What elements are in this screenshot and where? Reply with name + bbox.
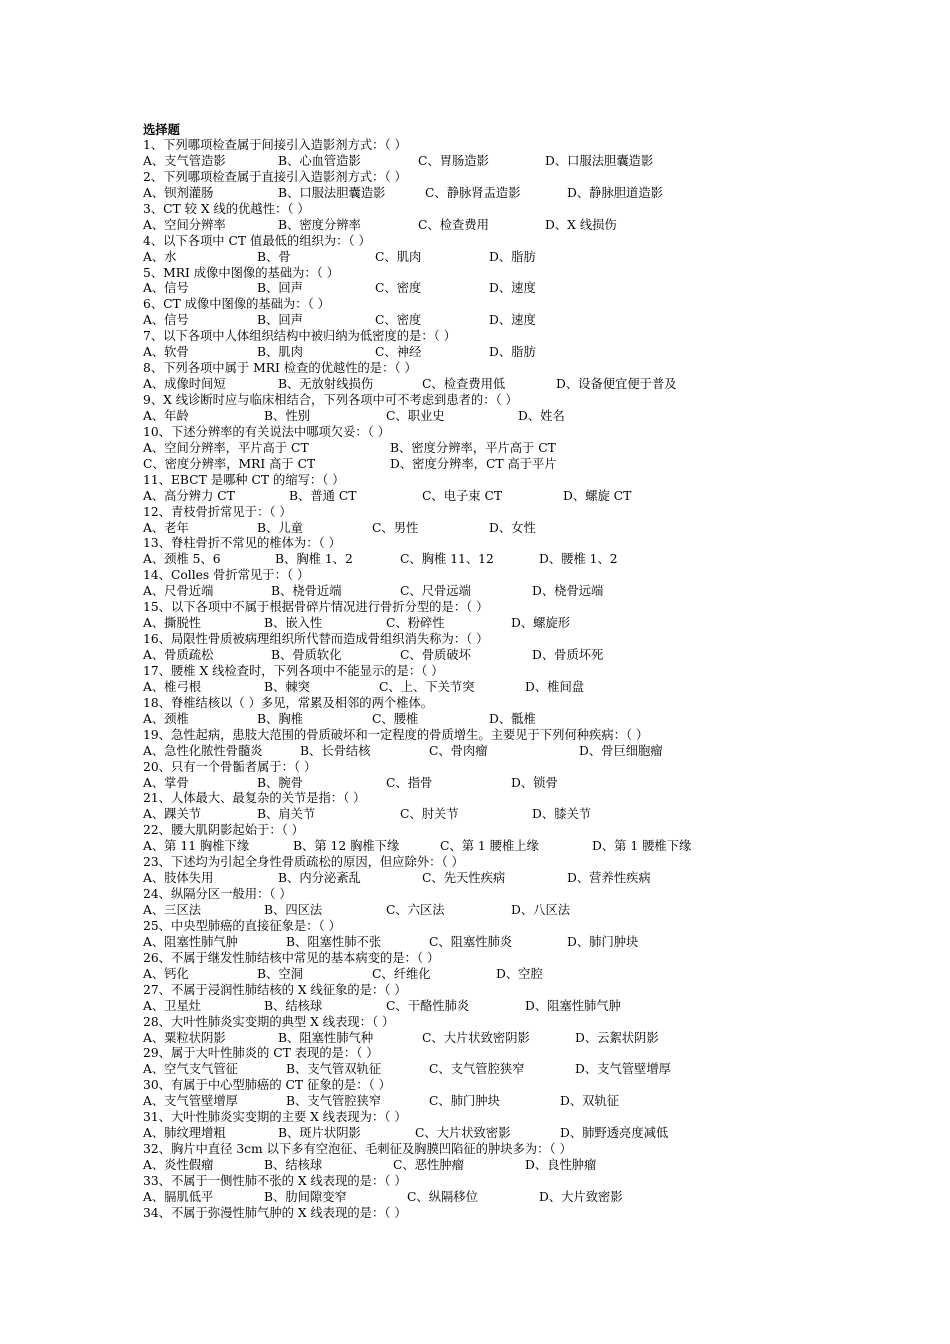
answer-option: B、第 12 胸椎下缘 xyxy=(293,839,400,854)
answer-option: D、口服法胆囊造影 xyxy=(545,153,654,168)
options-row xyxy=(143,552,863,568)
options-row xyxy=(143,1126,863,1142)
question-text: 20、只有一个骨骺者属于：（ ） xyxy=(143,759,317,774)
answer-option: B、支气管双轨征 xyxy=(286,1062,382,1077)
answer-option: C、肘关节 xyxy=(400,807,459,822)
answer-option: B、四区法 xyxy=(264,903,323,917)
answer-option: A、老年 xyxy=(143,520,189,535)
options-row xyxy=(143,218,863,234)
answer-option: C、大片状致密影 xyxy=(415,1126,511,1141)
question-text: 11、EBCT 是哪种 CT 的缩写：（ ） xyxy=(143,472,345,487)
answer-option: D、速度 xyxy=(489,313,536,328)
answer-option: A、肢体失用 xyxy=(143,871,214,886)
answer-option: D、骨巨细胞瘤 xyxy=(579,743,663,758)
question-text: 16、局限性骨质被病理组织所代替而造成骨组织消失称为：（ ） xyxy=(143,632,489,647)
answer-option: D、脂肪 xyxy=(489,249,536,264)
question-text: 31、大叶性肺炎实变期的主要 X 线表现为：（ ） xyxy=(143,1110,407,1125)
answer-option: D、八区法 xyxy=(511,903,571,917)
answer-option: A、掌骨 xyxy=(143,775,189,790)
answer-option: B、肌肉 xyxy=(257,345,303,360)
answer-option: B、空洞 xyxy=(257,966,303,981)
answer-option: C、先天性疾病 xyxy=(422,871,506,886)
answer-option: C、密度分辨率，MRI 高于 CT xyxy=(143,456,316,471)
answer-option: B、无放射线损伤 xyxy=(278,377,374,392)
answer-option: A、第 11 胸椎下缘 xyxy=(143,839,250,854)
question-text: 18、脊椎结核以（ ）多见，常累及相邻的两个椎体。 xyxy=(143,695,434,710)
answer-option: C、干酪性肺炎 xyxy=(386,998,470,1013)
options-row xyxy=(143,967,863,983)
answer-option: C、职业史 xyxy=(386,408,445,423)
options-row xyxy=(143,154,863,170)
answer-option: C、检查费用 xyxy=(418,217,489,232)
question-text: 24、纵隔分区一般用：（ ） xyxy=(143,887,292,902)
answer-option: B、肩关节 xyxy=(257,807,316,822)
options-row xyxy=(143,281,863,297)
question-text: 10、下述分辨率的有关说法中哪项欠妥：（ ） xyxy=(143,424,391,439)
answer-option: A、支气管壁增厚 xyxy=(143,1094,238,1109)
answer-option: C、纵隔移位 xyxy=(407,1189,478,1204)
answer-option: A、空间分辨率，平片高于 CT xyxy=(143,440,309,455)
answer-option: D、静脉胆道造影 xyxy=(567,185,663,200)
question-text: 5、MRI 成像中图像的基础为：（ ） xyxy=(143,265,340,280)
options-row xyxy=(143,776,863,792)
answer-option: D、腰椎 1、2 xyxy=(539,552,618,567)
answer-option: C、支气管腔狭窄 xyxy=(429,1062,525,1077)
options-row xyxy=(143,521,863,537)
answer-option: C、上、下关节突 xyxy=(379,679,475,694)
answer-option: D、螺旋形 xyxy=(511,616,571,631)
answer-option: A、椎弓根 xyxy=(143,679,202,694)
question-text: 26、不属于继发性肺结核中常见的基本病变的是：（ ） xyxy=(143,950,440,965)
answer-option: A、急性化脓性骨髓炎 xyxy=(143,743,263,758)
answer-option: B、支气管腔狭窄 xyxy=(286,1094,382,1109)
answer-option: B、阻塞性肺气种 xyxy=(278,1030,374,1045)
answer-option: B、嵌入性 xyxy=(264,616,323,631)
options-row xyxy=(143,377,863,393)
answer-option: A、粟粒状阴影 xyxy=(143,1030,226,1045)
answer-option: D、设备便宜便于普及 xyxy=(556,377,677,392)
options-row xyxy=(143,680,863,696)
answer-option: D、螺旋 CT xyxy=(563,488,632,503)
answer-option: A、信号 xyxy=(143,281,189,296)
question-text: 1、下列哪项检查属于间接引入造影剂方式：（ ） xyxy=(143,138,407,152)
answer-option: D、骶椎 xyxy=(489,711,536,726)
options-row xyxy=(143,712,863,728)
answer-option: A、踝关节 xyxy=(143,807,202,822)
answer-option: C、神经 xyxy=(375,345,422,360)
answer-option: B、心血管造影 xyxy=(278,153,361,168)
options-row xyxy=(143,441,863,457)
answer-option: C、骨肉瘤 xyxy=(429,743,488,758)
answer-option: A、水 xyxy=(143,249,177,264)
options-row xyxy=(143,648,863,664)
answer-option: A、年龄 xyxy=(143,408,189,423)
answer-option: A、肺纹理增粗 xyxy=(143,1126,226,1141)
question-text: 21、人体最大、最复杂的关节是指：（ ） xyxy=(143,791,366,806)
answer-option: D、X 线损伤 xyxy=(545,217,617,232)
answer-option: D、姓名 xyxy=(518,408,565,423)
answer-option: A、高分辨力 CT xyxy=(143,488,235,503)
answer-option: C、恶性肿瘤 xyxy=(393,1158,464,1172)
question-list xyxy=(143,138,863,1222)
answer-option: C、检查费用低 xyxy=(422,377,506,392)
answer-option: C、骨质破坏 xyxy=(400,648,471,662)
answer-option: C、电子束 CT xyxy=(422,488,503,503)
answer-option: D、云絮状阴影 xyxy=(575,1030,659,1045)
question-text: 4、以下各项中 CT 值最低的组织为：（ ） xyxy=(143,233,371,248)
answer-option: A、软骨 xyxy=(143,345,189,360)
question-text: 29、属于大叶性肺炎的 CT 表现的是：（ ） xyxy=(143,1046,379,1061)
answer-option: A、三区法 xyxy=(143,903,202,917)
answer-option: B、性别 xyxy=(264,408,310,423)
answer-option: C、胃肠造影 xyxy=(418,153,489,168)
answer-option: B、普通 CT xyxy=(289,488,357,503)
options-row xyxy=(143,489,863,505)
answer-option: D、支气管壁增厚 xyxy=(575,1062,671,1077)
answer-option: D、阻塞性肺气肿 xyxy=(525,998,621,1013)
answer-option: A、空气支气管征 xyxy=(143,1062,238,1077)
answer-option: D、骨质坏死 xyxy=(532,648,604,662)
question-text: 2、下列哪项检查属于直接引入造影剂方式：（ ） xyxy=(143,169,407,184)
answer-option: D、锁骨 xyxy=(511,775,558,790)
answer-option: A、骨质疏松 xyxy=(143,648,214,662)
answer-option: B、内分泌紊乱 xyxy=(278,871,361,886)
answer-option: C、腰椎 xyxy=(372,711,419,726)
answer-option: D、桡骨远端 xyxy=(532,584,604,599)
options-row xyxy=(143,1062,863,1078)
answer-option: B、骨质软化 xyxy=(271,648,342,662)
answer-option: D、肺野透亮度减低 xyxy=(560,1126,669,1141)
answer-option: A、撕脱性 xyxy=(143,616,202,631)
question-text: 8、下列各项中属于 MRI 检查的优越性的是：（ ） xyxy=(143,361,417,376)
options-row xyxy=(143,186,863,202)
question-text: 13、脊柱骨折不常见的椎体为：（ ） xyxy=(143,536,341,551)
options-row xyxy=(143,345,863,361)
answer-option: C、指骨 xyxy=(386,775,433,790)
options-row xyxy=(143,871,863,887)
answer-option: B、骨 xyxy=(257,249,291,264)
answer-option: C、粉碎性 xyxy=(386,616,445,631)
answer-option: B、密度分辨率 xyxy=(278,217,361,232)
answer-option: A、颈椎 xyxy=(143,711,189,726)
answer-option: B、棘突 xyxy=(264,679,310,694)
options-row xyxy=(143,744,863,760)
answer-option: C、大片状致密阴影 xyxy=(422,1030,530,1045)
answer-option: B、阻塞性肺不张 xyxy=(286,934,382,949)
options-row xyxy=(143,935,863,951)
question-text: 7、以下各项中人体组织结构中被归纳为低密度的是：（ ） xyxy=(143,329,457,344)
options-row xyxy=(143,584,863,600)
question-text: 32、胸片中直径 3cm 以下多有空泡征、毛刺征及胸膜凹陷征的肿块多为：（ ） xyxy=(143,1142,572,1157)
question-text: 30、有属于中心型肺癌的 CT 征象的是：（ ） xyxy=(143,1078,391,1093)
answer-option: D、脂肪 xyxy=(489,345,536,360)
answer-option: B、长骨结核 xyxy=(300,743,371,758)
answer-option: A、钙化 xyxy=(143,966,189,981)
question-text: 28、大叶性肺炎实变期的典型 X 线表现：（ ） xyxy=(143,1014,395,1029)
question-text: 27、不属于浸润性肺结核的 X 线征象的是：（ ） xyxy=(143,982,407,997)
options-row xyxy=(143,839,863,855)
answer-option: A、膈肌低平 xyxy=(143,1189,214,1204)
answer-option: B、回声 xyxy=(257,281,303,296)
answer-option: B、口服法胆囊造影 xyxy=(278,185,386,200)
question-text: 23、下述均为引起全身性骨质疏松的原因，但应除外：（ ） xyxy=(143,855,464,870)
options-row xyxy=(143,1190,863,1206)
answer-option: A、支气管造影 xyxy=(143,153,226,168)
question-text: 33、不属于一侧性肺不张的 X 线表现的是：（ ） xyxy=(143,1173,407,1188)
options-row xyxy=(143,999,863,1015)
question-text: 15、以下各项中不属于根据骨碎片情况进行骨折分型的是：（ ） xyxy=(143,600,489,615)
question-text: 34、不属于弥漫性肺气肿的 X 线表现的是：（ ） xyxy=(143,1205,407,1220)
answer-option: C、阻塞性肺炎 xyxy=(429,934,513,949)
answer-option: A、颈椎 5、6 xyxy=(143,552,221,567)
answer-option: C、静脉肾盂造影 xyxy=(425,185,521,200)
answer-option: C、肺门肿块 xyxy=(429,1094,500,1109)
answer-option: D、膝关节 xyxy=(532,807,592,822)
document-page xyxy=(143,122,863,1222)
answer-option: D、椎间盘 xyxy=(525,679,585,694)
answer-option: D、速度 xyxy=(489,281,536,296)
answer-option: D、良性肿瘤 xyxy=(525,1158,597,1172)
answer-option: D、营养性疾病 xyxy=(567,871,651,886)
answer-option: A、信号 xyxy=(143,313,189,328)
answer-option: B、腕骨 xyxy=(257,775,303,790)
answer-option: B、桡骨近端 xyxy=(271,584,342,599)
answer-option: D、肺门肿块 xyxy=(567,934,639,949)
answer-option: C、密度 xyxy=(375,313,422,328)
answer-option: B、回声 xyxy=(257,313,303,328)
answer-option: D、女性 xyxy=(489,520,536,535)
answer-option: D、双轨征 xyxy=(560,1094,620,1109)
answer-option: B、肋间隙变窄 xyxy=(264,1189,347,1204)
answer-option: A、卫星灶 xyxy=(143,998,202,1013)
question-text: 17、腰椎 X 线检查时，下列各项中不能显示的是：（ ） xyxy=(143,663,444,678)
answer-option: B、胸椎 1、2 xyxy=(275,552,353,567)
answer-option: D、空腔 xyxy=(496,966,543,981)
section-title: 选择题 xyxy=(143,122,180,137)
question-text: 19、急性起病，患肢大范围的骨质破坏和一定程度的骨质增生。主要见于下列何种疾病：（ ） xyxy=(143,727,649,742)
answer-option: C、纤维化 xyxy=(372,966,431,981)
options-row xyxy=(143,807,863,823)
answer-option: A、钡剂灌肠 xyxy=(143,185,214,200)
options-row xyxy=(143,313,863,329)
question-text: 3、CT 较 X 线的优越性：（ ） xyxy=(143,201,310,216)
question-text: 12、青枝骨折常见于：（ ） xyxy=(143,504,292,519)
options-row xyxy=(143,903,863,919)
options-row xyxy=(143,1094,863,1110)
answer-option: B、胸椎 xyxy=(257,711,303,726)
answer-option: D、密度分辨率，CT 高于平片 xyxy=(390,456,557,471)
question-text: 22、腰大肌阴影起始于：（ ） xyxy=(143,823,304,838)
question-text: 9、X 线诊断时应与临床相结合，下列各项中可不考虑到患者的：（ ） xyxy=(143,393,518,407)
answer-option: C、六区法 xyxy=(386,903,445,917)
answer-option: C、肌肉 xyxy=(375,249,422,264)
options-row xyxy=(143,1031,863,1047)
answer-option: B、结核球 xyxy=(264,1158,323,1172)
question-text: 14、Colles 骨折常见于：（ ） xyxy=(143,568,310,583)
options-row xyxy=(143,250,863,266)
answer-option: C、尺骨远端 xyxy=(400,584,471,599)
answer-option: B、斑片状阴影 xyxy=(278,1126,361,1141)
answer-option: B、密度分辨率，平片高于 CT xyxy=(390,440,556,455)
answer-option: A、成像时间短 xyxy=(143,377,226,392)
answer-option: A、炎性假瘤 xyxy=(143,1158,214,1172)
answer-option: A、尺骨近端 xyxy=(143,584,214,599)
options-row xyxy=(143,409,863,425)
answer-option: A、阻塞性肺气肿 xyxy=(143,934,238,949)
answer-option: B、结核球 xyxy=(264,998,323,1013)
answer-option: D、大片致密影 xyxy=(539,1189,623,1204)
answer-option: A、空间分辨率 xyxy=(143,217,226,232)
answer-option: C、胸椎 11、12 xyxy=(400,552,494,567)
question-text: 6、CT 成像中图像的基础为：（ ） xyxy=(143,297,330,312)
options-row xyxy=(143,457,863,473)
answer-option: C、男性 xyxy=(372,520,419,535)
answer-option: D、第 1 腰椎下缘 xyxy=(592,839,692,854)
answer-option: C、第 1 腰椎上缘 xyxy=(440,839,539,854)
answer-option: B、儿童 xyxy=(257,520,303,535)
question-text: 25、中央型肺癌的直接征象是：（ ） xyxy=(143,918,341,933)
options-row xyxy=(143,616,863,632)
answer-option: C、密度 xyxy=(375,281,422,296)
options-row xyxy=(143,1158,863,1174)
